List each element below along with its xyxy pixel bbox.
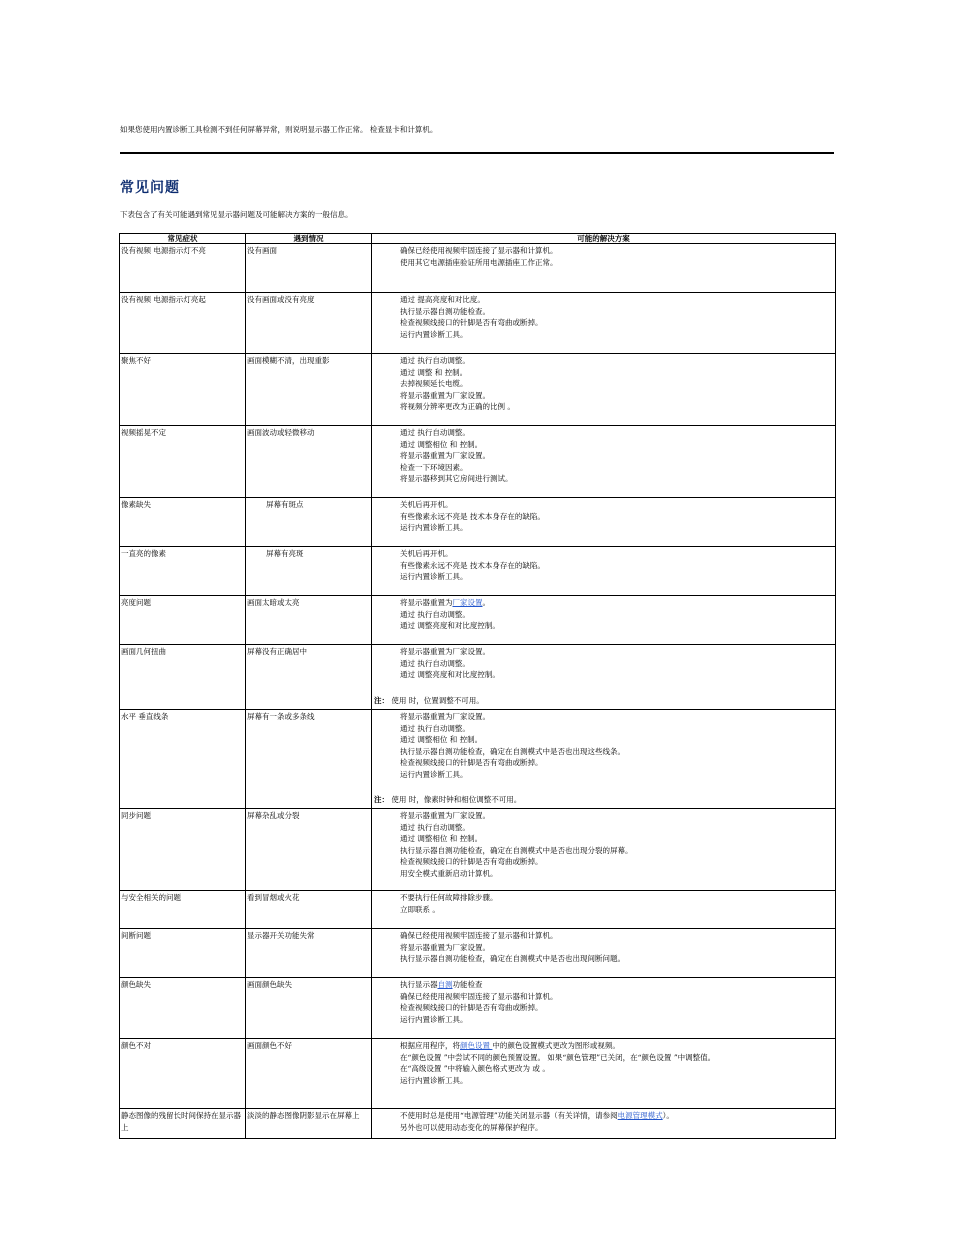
solution-line: 通过 执行自动调整。 bbox=[400, 428, 470, 437]
solution-line: 运行内置诊断工具。 bbox=[400, 523, 468, 532]
table-row bbox=[120, 293, 836, 354]
solution-line: 通过 执行自动调整。 bbox=[400, 658, 470, 668]
symptom-cell: 静态图像的残留长时间保持在显示器上 bbox=[120, 1109, 246, 1139]
header-situation: 遇到情况 bbox=[246, 234, 372, 244]
situation-cell: 画面太暗或太亮 bbox=[246, 596, 372, 645]
solution-line: 检查一下环境因素。 bbox=[400, 462, 468, 472]
table-row bbox=[120, 1039, 836, 1109]
situation-cell: 画面模糊不清，出现重影 bbox=[246, 354, 372, 426]
solution-line: 确保已经使用视频牢固连接了显示器和计算机。 bbox=[400, 246, 558, 255]
solution-link[interactable]: 颜色设置 bbox=[460, 1041, 493, 1050]
solution-line: 通过 执行自动调整。 bbox=[400, 609, 470, 619]
table-row bbox=[120, 891, 836, 929]
situation-cell: 屏幕有一条或多条线 bbox=[246, 710, 372, 809]
solution-line: 另外也可以使用动态变化的屏幕保护程序。 bbox=[400, 1122, 543, 1132]
situation-cell: 屏幕有亮斑 bbox=[246, 547, 372, 596]
solution-line: 将显示器移到其它房间进行测试。 bbox=[400, 474, 513, 483]
solution-line: 运行内置诊断工具。 bbox=[400, 1075, 468, 1085]
solution-line: 通过 调整 和 控制。 bbox=[400, 367, 468, 377]
solution-line: 将显示器重置为厂家设置。 bbox=[400, 712, 490, 721]
situation-cell: 没有画面 bbox=[246, 244, 372, 293]
solution-line: 有些像素永远不亮是 技术本身存在的缺陷。 bbox=[400, 560, 545, 570]
solution-line: 在“颜色设置 ”中尝试不同的颜色预置设置。 如果“颜色管理”已关闭，在“颜色设置 ”中调整值。 bbox=[400, 1052, 716, 1062]
solution-cell bbox=[372, 426, 836, 498]
situation-cell: 屏幕有斑点 bbox=[246, 498, 372, 547]
solution-cell bbox=[372, 809, 836, 891]
solution-line: 通过 执行自动调整。 bbox=[400, 822, 470, 832]
solution-line: 检查视频线接口的针脚是否有弯曲或断掉。 bbox=[400, 1003, 543, 1012]
symptom-cell: 聚焦不好 bbox=[120, 354, 246, 426]
symptom-cell: 亮度问题 bbox=[120, 596, 246, 645]
solution-line: 关机后再开机。 bbox=[400, 500, 453, 509]
solution-cell bbox=[372, 1039, 836, 1109]
solution-line: 执行显示器自测功能检查，确定在自测模式中是否也出现分裂的屏幕。 bbox=[400, 845, 633, 855]
solution-line: 不使用时总是使用“电源管理”功能关闭显示器（有关详情，请参阅电源管理模式）。 bbox=[400, 1111, 674, 1120]
solution-line: 检查视频线接口的针脚是否有弯曲或断掉。 bbox=[400, 758, 543, 767]
solution-cell bbox=[372, 1109, 836, 1139]
solution-cell bbox=[372, 929, 836, 978]
solution-line: 通过 调整亮度和对比度控制。 bbox=[400, 621, 500, 630]
symptom-cell: 颜色缺失 bbox=[120, 978, 246, 1039]
table-row bbox=[120, 498, 836, 547]
note-label: 注： bbox=[374, 795, 389, 804]
situation-cell: 没有画面或没有亮度 bbox=[246, 293, 372, 354]
table-row bbox=[120, 596, 836, 645]
header-solution: 可能的解决方案 bbox=[372, 234, 836, 244]
solution-line: 用安全模式重新启动计算机。 bbox=[400, 868, 498, 878]
solution-cell bbox=[372, 645, 836, 710]
solution-link[interactable]: 电源管理模式 bbox=[617, 1111, 663, 1120]
page-title: 常见问题 bbox=[120, 180, 180, 196]
symptom-cell: 没有视频 电源指示灯亮起 bbox=[120, 293, 246, 354]
troubleshooting-table bbox=[119, 233, 836, 1139]
situation-cell: 画面波动或轻微移动 bbox=[246, 426, 372, 498]
solution-cell bbox=[372, 978, 836, 1039]
solution-line: 不要执行任何故障排除步骤。 bbox=[400, 893, 498, 902]
symptom-cell: 颜色不对 bbox=[120, 1039, 246, 1109]
solution-line: 执行显示器自测功能检查。 bbox=[400, 306, 490, 316]
symptom-cell: 视频摇晃不定 bbox=[120, 426, 246, 498]
note: 注： 使用 时，位置调整不可用。 bbox=[374, 695, 484, 705]
solution-line: 通过 执行自动调整。 bbox=[400, 723, 470, 733]
symptom-cell: 同步问题 bbox=[120, 809, 246, 891]
solution-line: 将显示器重置为厂家设置。 bbox=[400, 451, 490, 460]
table-row bbox=[120, 1109, 836, 1139]
table-description: 下表包含了有关可能遇到常见显示器问题及可能解决方案的一般信息。 bbox=[120, 210, 353, 219]
solution-line: 执行显示器自测功能检查 bbox=[400, 980, 483, 989]
solution-cell bbox=[372, 547, 836, 596]
intro-text: 如果您使用内置诊断工具检测不到任何屏幕异常，则说明显示器工作正常。 检查显卡和计算机。 bbox=[120, 125, 438, 134]
solution-line: 检查视频线接口的针脚是否有弯曲或断掉。 bbox=[400, 318, 543, 327]
table-row bbox=[120, 929, 836, 978]
solution-line: 通过 调整亮度和对比度控制。 bbox=[400, 670, 500, 679]
solution-line: 通过 调整相位 和 控制。 bbox=[400, 439, 483, 449]
divider bbox=[120, 152, 834, 154]
solution-line: 将视频分辨率更改为正确的比例 。 bbox=[400, 402, 515, 411]
solution-cell bbox=[372, 710, 836, 809]
table-row bbox=[120, 809, 836, 891]
solution-line: 执行显示器自测功能检查，确定在自测模式中是否也出现这些线条。 bbox=[400, 746, 625, 756]
solution-line: 有些像素永远不亮是 技术本身存在的缺陷。 bbox=[400, 511, 545, 521]
table-row bbox=[120, 710, 836, 809]
solution-line: 运行内置诊断工具。 bbox=[400, 329, 468, 339]
header-symptom: 常见症状 bbox=[120, 234, 246, 244]
symptom-cell: 水平 垂直线条 bbox=[120, 710, 246, 809]
situation-cell: 屏幕杂乱或分裂 bbox=[246, 809, 372, 891]
solution-cell bbox=[372, 244, 836, 293]
solution-cell bbox=[372, 596, 836, 645]
table-header-row bbox=[120, 234, 836, 244]
situation-cell: 看到冒烟或火花 bbox=[246, 891, 372, 929]
solution-line: 将显示器重置为厂家设置。 bbox=[400, 647, 490, 656]
table-row bbox=[120, 244, 836, 293]
solution-line: 关机后再开机。 bbox=[400, 549, 453, 558]
symptom-cell: 间断问题 bbox=[120, 929, 246, 978]
solution-line: 执行显示器自测功能检查，确定在自测模式中是否也出现间断问题。 bbox=[400, 954, 625, 963]
solution-line: 确保已经使用视频牢固连接了显示器和计算机。 bbox=[400, 931, 558, 940]
symptom-cell: 画面几何扭曲 bbox=[120, 645, 246, 710]
solution-line: 通过 调整相位 和 控制。 bbox=[400, 834, 483, 843]
solution-line: 去掉视频延长电缆。 bbox=[400, 379, 468, 388]
situation-cell: 画面颜色缺失 bbox=[246, 978, 372, 1039]
situation-cell: 淡淡的静态图像阴影显示在屏幕上 bbox=[246, 1109, 372, 1139]
solution-line: 检查视频线接口的针脚是否有弯曲或断掉。 bbox=[400, 857, 543, 866]
symptom-cell: 像素缺失 bbox=[120, 498, 246, 547]
symptom-cell: 没有视频 电源指示灯不亮 bbox=[120, 244, 246, 293]
solution-line: 将显示器重置为厂家设置。 bbox=[400, 942, 490, 952]
solution-line: 通过 提高亮度和对比度。 bbox=[400, 295, 485, 304]
solution-line: 运行内置诊断工具。 bbox=[400, 572, 468, 581]
solution-line: 将显示器重置为厂家设置。 bbox=[400, 811, 490, 820]
solution-cell bbox=[372, 498, 836, 547]
situation-cell: 显示器开关功能失常 bbox=[246, 929, 372, 978]
solution-line: 在“高级设置 ”中将输入颜色格式更改为 或 。 bbox=[400, 1064, 550, 1073]
solution-link[interactable]: 厂家设置 bbox=[452, 598, 483, 607]
solution-line: 确保已经使用视频牢固连接了显示器和计算机。 bbox=[400, 991, 558, 1001]
solution-line: 立即联系 。 bbox=[400, 904, 440, 914]
table-row bbox=[120, 645, 836, 710]
note-label: 注： bbox=[374, 695, 389, 705]
symptom-cell: 一直亮的像素 bbox=[120, 547, 246, 596]
table-row bbox=[120, 354, 836, 426]
solution-line: 将显示器重置为厂家设置。 bbox=[400, 390, 490, 400]
solution-link[interactable]: 自测 bbox=[437, 980, 453, 989]
table-row bbox=[120, 547, 836, 596]
solution-line: 运行内置诊断工具。 bbox=[400, 769, 468, 779]
note: 注： 使用 时，像素时钟和相位调整不可用。 bbox=[374, 795, 522, 804]
solution-cell bbox=[372, 354, 836, 426]
solution-cell bbox=[372, 293, 836, 354]
symptom-cell: 与安全相关的问题 bbox=[120, 891, 246, 929]
solution-line: 将显示器重置为厂家设置。 bbox=[400, 598, 490, 607]
solution-line: 通过 调整相位 和 控制。 bbox=[400, 735, 483, 744]
solution-line: 运行内置诊断工具。 bbox=[400, 1014, 468, 1024]
solution-line: 使用其它电源插座验证所用电源插座工作正常。 bbox=[400, 257, 558, 267]
solution-line: 通过 执行自动调整。 bbox=[400, 356, 470, 365]
solution-cell bbox=[372, 891, 836, 929]
table-row bbox=[120, 426, 836, 498]
table-row bbox=[120, 978, 836, 1039]
solution-line: 根据应用程序，将颜色设置 中的颜色设置模式更改为图形或视频。 bbox=[400, 1041, 620, 1050]
situation-cell: 画面颜色不好 bbox=[246, 1039, 372, 1109]
situation-cell: 屏幕没有正确居中 bbox=[246, 645, 372, 710]
